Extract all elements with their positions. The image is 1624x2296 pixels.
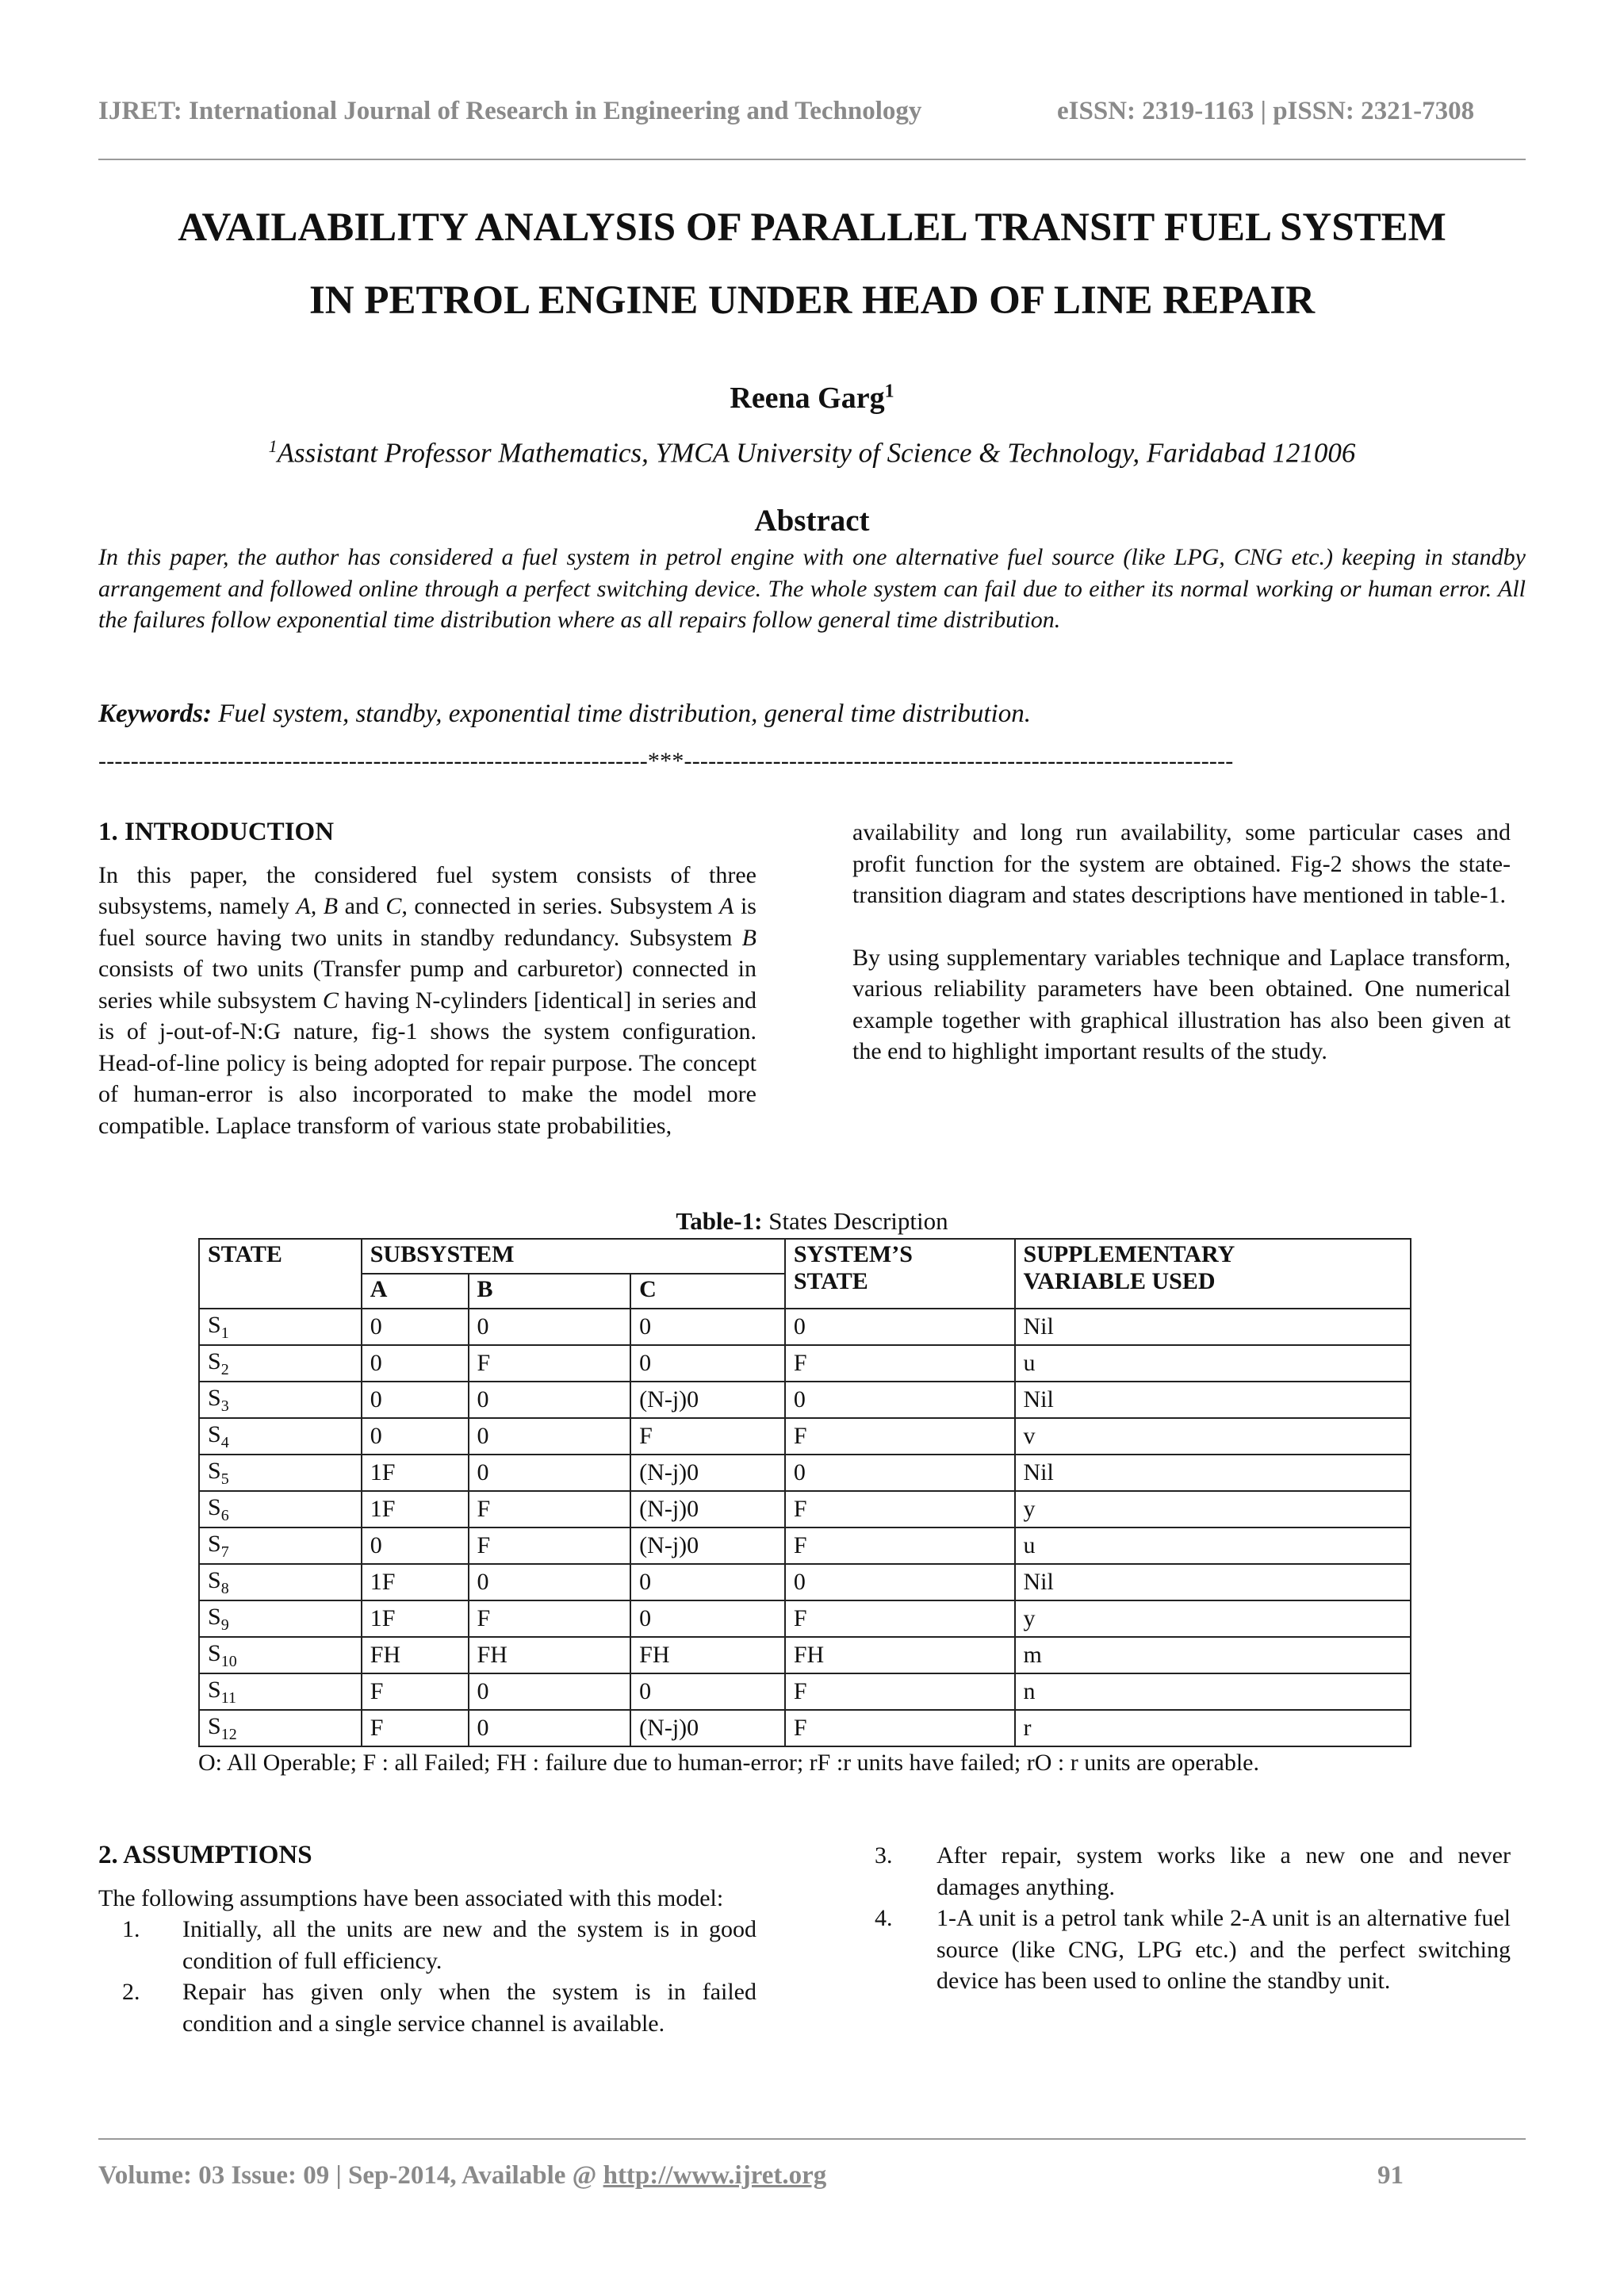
cell-c: (N-j)0 <box>630 1491 785 1527</box>
state-index: 1 <box>220 1324 229 1342</box>
cell-sys: 0 <box>785 1382 1015 1418</box>
header-text: VARIABLE USED <box>1023 1268 1216 1294</box>
journal-name: IJRET: International Journal of Research in Engineering and Technology <box>98 97 922 125</box>
cell-b: F <box>469 1345 631 1382</box>
table-row <box>199 1527 1411 1564</box>
cell-a: FH <box>362 1637 469 1673</box>
italic-run: C <box>322 987 339 1014</box>
list-item <box>98 1914 756 1976</box>
table-row <box>199 1491 1411 1527</box>
state-index: 4 <box>220 1433 229 1451</box>
state-index: 2 <box>220 1360 229 1378</box>
header-text: SUPPLEMENTARY <box>1023 1241 1235 1267</box>
abstract-heading: Abstract <box>754 504 870 538</box>
cell-a: 0 <box>362 1309 469 1345</box>
header-system-state <box>785 1239 1015 1309</box>
cell-c: (N-j)0 <box>630 1382 785 1418</box>
list-text: Repair has given only when the system is in failed condition and a single service channel is available. <box>182 1979 756 2037</box>
state-letter: S <box>208 1676 221 1703</box>
italic-run: C, <box>385 893 408 919</box>
introduction-left-column <box>98 817 756 1141</box>
cell-sys: F <box>785 1600 1015 1637</box>
table-row <box>199 1673 1411 1710</box>
keywords <box>98 700 1526 729</box>
state-cell <box>199 1637 362 1673</box>
cell-sys: FH <box>785 1637 1015 1673</box>
introduction-paragraph-2: By using supplementary variables technique and Laplace transform, various reliability parameters have been obtained. One numerical example together with graphical illustration has also been given at the end to highlight important results of the study. <box>852 944 1511 1064</box>
text-run: is fuel source having two units in standby redundancy. Subsystem <box>98 893 756 951</box>
text-run: consists of two units (Transfer pump and carburetor) connected in series while subsystem <box>98 956 756 1014</box>
cell-var: m <box>1015 1637 1411 1673</box>
states-description-table <box>198 1238 1411 1747</box>
cell-var: Nil <box>1015 1455 1411 1491</box>
table-caption <box>0 1207 1624 1236</box>
cell-a: 1F <box>362 1564 469 1600</box>
affiliation <box>0 436 1624 470</box>
table-note: O: All Operable; F : all Failed; FH : failure due to human-error; rF :r units have failed; rO : r units are operable. <box>198 1750 1259 1776</box>
state-cell <box>199 1527 362 1564</box>
introduction-right-column <box>852 817 1511 1068</box>
cell-var: u <box>1015 1527 1411 1564</box>
cell-var: Nil <box>1015 1309 1411 1345</box>
cell-b: F <box>469 1527 631 1564</box>
table-row <box>199 1564 1411 1600</box>
cell-c: 0 <box>630 1309 785 1345</box>
state-index: 12 <box>220 1725 237 1743</box>
list-number: 1. <box>122 1916 140 1942</box>
cell-b: 0 <box>469 1564 631 1600</box>
cell-sys: F <box>785 1527 1015 1564</box>
cell-a: 0 <box>362 1418 469 1455</box>
list-text: After repair, system works like a new one and never damages anything. <box>936 1842 1511 1900</box>
italic-run: B <box>741 924 756 951</box>
header-state: STATE <box>199 1239 362 1309</box>
cell-b: 0 <box>469 1455 631 1491</box>
list-text: 1-A unit is a petrol tank while 2-A unit is an alternative fuel source (like CNG, LPG etc.) and the perfect switching device has been used to online the standby unit. <box>936 1905 1511 1994</box>
assumptions-heading: 2. ASSUMPTIONS <box>98 1841 312 1869</box>
list-item <box>852 1903 1511 1997</box>
cell-c: 0 <box>630 1564 785 1600</box>
list-number: 4. <box>875 1905 893 1931</box>
table-caption-label: Table-1: <box>676 1207 763 1235</box>
cell-var: r <box>1015 1710 1411 1746</box>
cell-b: 0 <box>469 1673 631 1710</box>
state-letter: S <box>208 1347 221 1374</box>
state-index: 5 <box>220 1470 229 1488</box>
cell-c: (N-j)0 <box>630 1527 785 1564</box>
cell-sys: F <box>785 1345 1015 1382</box>
introduction-paragraph <box>98 860 756 1142</box>
cell-var: n <box>1015 1673 1411 1710</box>
cell-sys: F <box>785 1673 1015 1710</box>
list-item <box>98 1976 756 2039</box>
cell-a: 0 <box>362 1527 469 1564</box>
state-index: 3 <box>220 1397 229 1415</box>
cell-var: y <box>1015 1600 1411 1637</box>
cell-c: FH <box>630 1637 785 1673</box>
header-text: SYSTEM’S <box>793 1241 913 1267</box>
state-letter: S <box>208 1493 221 1520</box>
cell-a: F <box>362 1673 469 1710</box>
affiliation-mark: 1 <box>268 436 278 456</box>
footer-text: Volume: 03 Issue: 09 | Sep-2014, Available @ <box>98 2161 603 2190</box>
cell-b: 0 <box>469 1309 631 1345</box>
journal-link[interactable]: http://www.ijret.org <box>603 2161 827 2190</box>
cell-sys: F <box>785 1710 1015 1746</box>
state-index: 8 <box>220 1579 229 1597</box>
state-index: 10 <box>220 1652 237 1670</box>
cell-a: F <box>362 1710 469 1746</box>
state-cell <box>199 1564 362 1600</box>
table-row <box>199 1382 1411 1418</box>
cell-sys: F <box>785 1418 1015 1455</box>
footer-volume-info <box>98 2161 826 2191</box>
state-letter: S <box>208 1457 221 1484</box>
state-cell <box>199 1455 362 1491</box>
author-mark: 1 <box>884 381 894 402</box>
list-number: 3. <box>875 1842 893 1869</box>
state-letter: S <box>208 1712 221 1739</box>
cell-b: 0 <box>469 1382 631 1418</box>
introduction-paragraph-continued: availability and long run availability, some particular cases and profit function for the system are obtained. Fig-2 shows the state-transition diagram and states descriptions have mentioned in table-1. <box>852 819 1511 908</box>
table-body <box>199 1309 1411 1746</box>
table-row <box>199 1710 1411 1746</box>
assumptions-left-column <box>98 1840 756 2039</box>
cell-c: 0 <box>630 1673 785 1710</box>
list-item <box>852 1840 1511 1903</box>
text-run: having N-cylinders [identical] in series and is of j-out-of-N:G nature, fig-1 shows the system configuration. Head-of-line policy is being adopted for repair purpose. The concept of human-error is also incorporated to make the model more compatible. Laplace transform of various state probabilities, <box>98 987 756 1139</box>
affiliation-text: Assistant Professor Mathematics, YMCA University of Science & Technology, Faridabad 121006 <box>277 437 1356 469</box>
cell-sys: 0 <box>785 1455 1015 1491</box>
keywords-label: Keywords: <box>98 700 212 728</box>
table-row <box>199 1637 1411 1673</box>
assumptions-list-continued <box>852 1840 1511 1997</box>
state-cell <box>199 1382 362 1418</box>
page-number: 91 <box>1377 2161 1404 2190</box>
list-text: Initially, all the units are new and the system is in good condition of full efficiency. <box>182 1916 756 1974</box>
italic-run: A <box>719 893 734 919</box>
text-run: and <box>338 893 386 919</box>
cell-var: Nil <box>1015 1382 1411 1418</box>
paper-title-line-1: AVAILABILITY ANALYSIS OF PARALLEL TRANSIT FUEL SYSTEM <box>178 205 1446 250</box>
cell-b: 0 <box>469 1418 631 1455</box>
state-cell <box>199 1600 362 1637</box>
table-caption-text: States Description <box>762 1207 948 1235</box>
section-separator: --------------------------------------------------------------------***-------------------------------------------------------------------- <box>98 748 1234 774</box>
state-index: 6 <box>220 1506 229 1524</box>
abstract-text: In this paper, the author has considered a fuel system in petrol engine with one alternative fuel source (like LPG, CNG etc.) keeping in standby arrangement and followed online through a perfect switching device. The whole system can fail due to either its normal working or human error. All the failures follow exponential time distribution where as all repairs follow general time distribution. <box>98 544 1526 633</box>
text-run: In this paper, the considered fuel system consists of three subsystems, namely <box>98 861 756 919</box>
state-cell <box>199 1673 362 1710</box>
issn-info: eISSN: 2319-1163 | pISSN: 2321-7308 <box>1057 97 1475 125</box>
header-supplementary-variable <box>1015 1239 1411 1309</box>
state-letter: S <box>208 1603 221 1630</box>
table-row <box>199 1309 1411 1345</box>
assumptions-right-column <box>852 1840 1511 1997</box>
cell-b: FH <box>469 1637 631 1673</box>
header-subsystem-b: B <box>469 1274 631 1309</box>
header-subsystem-c: C <box>630 1274 785 1309</box>
cell-a: 1F <box>362 1491 469 1527</box>
state-cell <box>199 1491 362 1527</box>
table-row <box>199 1418 1411 1455</box>
cell-sys: 0 <box>785 1309 1015 1345</box>
cell-c: (N-j)0 <box>630 1455 785 1491</box>
cell-a: 0 <box>362 1382 469 1418</box>
cell-a: 0 <box>362 1345 469 1382</box>
header-rule <box>98 159 1526 160</box>
cell-c: 0 <box>630 1600 785 1637</box>
paper-title-line-2: IN PETROL ENGINE UNDER HEAD OF LINE REPAIR <box>308 278 1316 323</box>
state-letter: S <box>208 1384 221 1411</box>
cell-b: F <box>469 1491 631 1527</box>
state-index: 7 <box>220 1543 229 1561</box>
cell-a: 1F <box>362 1600 469 1637</box>
cell-var: v <box>1015 1418 1411 1455</box>
state-letter: S <box>208 1530 221 1557</box>
cell-sys: 0 <box>785 1564 1015 1600</box>
cell-var: y <box>1015 1491 1411 1527</box>
author <box>0 381 1624 416</box>
keywords-text: Fuel system, standby, exponential time distribution, general time distribution. <box>212 700 1031 728</box>
cell-c: F <box>630 1418 785 1455</box>
cell-c: (N-j)0 <box>630 1710 785 1746</box>
cell-var: Nil <box>1015 1564 1411 1600</box>
text-run: connected in series. Subsystem <box>407 893 720 919</box>
footer-rule <box>98 2138 1526 2140</box>
italic-run: A, B <box>296 893 339 919</box>
state-letter: S <box>208 1639 221 1666</box>
author-name: Reena Garg <box>730 381 885 415</box>
cell-var: u <box>1015 1345 1411 1382</box>
cell-sys: F <box>785 1491 1015 1527</box>
state-cell <box>199 1345 362 1382</box>
assumptions-intro: The following assumptions have been associated with this model: <box>98 1884 724 1911</box>
cell-c: 0 <box>630 1345 785 1382</box>
cell-b: 0 <box>469 1710 631 1746</box>
state-cell <box>199 1309 362 1345</box>
cell-a: 1F <box>362 1455 469 1491</box>
list-number: 2. <box>122 1979 140 2005</box>
state-cell <box>199 1710 362 1746</box>
state-index: 9 <box>220 1616 229 1634</box>
table-row <box>199 1345 1411 1382</box>
header-subsystem-a: A <box>362 1274 469 1309</box>
state-letter: S <box>208 1420 221 1447</box>
cell-b: F <box>469 1600 631 1637</box>
table-header-row <box>199 1239 1411 1274</box>
header-text: STATE <box>793 1268 868 1294</box>
state-letter: S <box>208 1311 221 1338</box>
state-letter: S <box>208 1566 221 1593</box>
table-row <box>199 1600 1411 1637</box>
assumptions-list <box>98 1914 756 2039</box>
state-index: 11 <box>220 1688 236 1707</box>
introduction-heading: 1. INTRODUCTION <box>98 818 335 846</box>
table-row <box>199 1455 1411 1491</box>
header-subsystem: SUBSYSTEM <box>362 1239 785 1274</box>
state-cell <box>199 1418 362 1455</box>
